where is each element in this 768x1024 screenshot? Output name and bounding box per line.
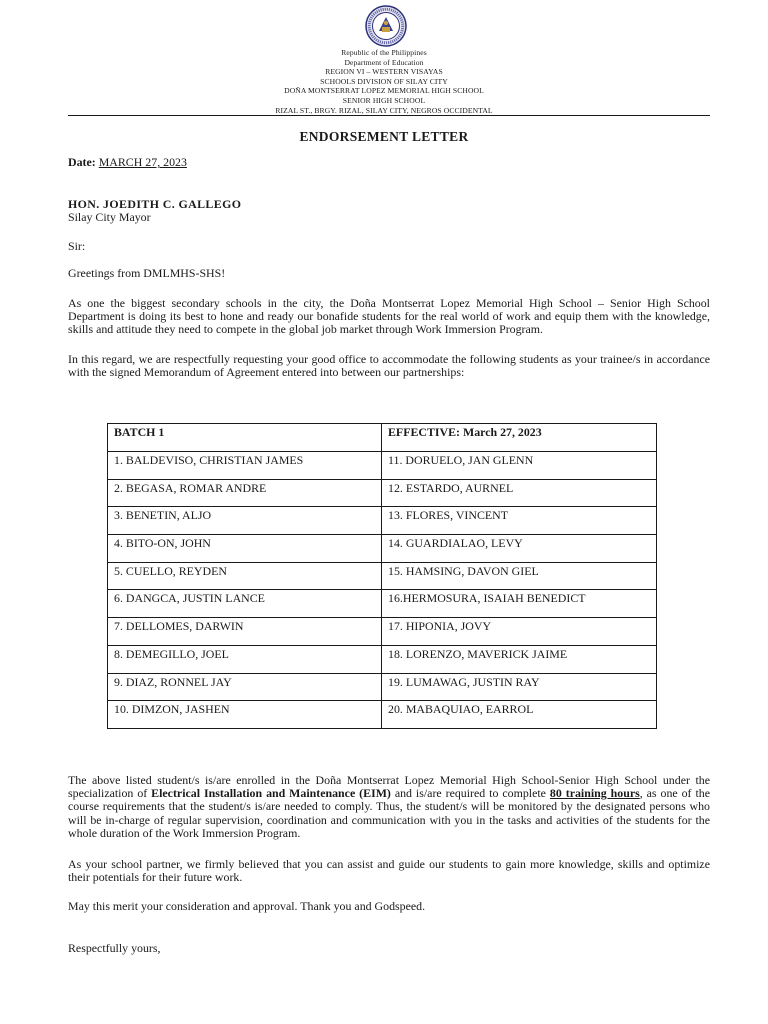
student-cell: 14. GUARDIALAO, LEVY <box>382 535 657 563</box>
table-row <box>108 452 657 480</box>
student-cell: 12. ESTARDO, AURNEL <box>382 479 657 507</box>
student-cell: 3. BENETIN, ALJO <box>108 507 382 535</box>
specialization: Electrical Installation and Maintenance (EIM) <box>151 786 391 801</box>
header-divider <box>68 115 710 116</box>
enrollment-text-2: and is/are required to complete <box>390 786 550 801</box>
table-row <box>108 673 657 701</box>
table-header-effective: EFFECTIVE: March 27, 2023 <box>382 424 657 452</box>
student-cell: 11. DORUELO, JAN GLENN <box>382 452 657 480</box>
paragraph-enrollment <box>68 774 710 840</box>
letterhead-school: DOÑA MONTSERRAT LOPEZ MEMORIAL HIGH SCHOOL <box>284 86 484 96</box>
table-row <box>108 479 657 507</box>
closing: Respectfully yours, <box>68 941 161 955</box>
recipient-block <box>68 198 710 224</box>
paragraph-intro: As one the biggest secondary schools in the city, the Doña Montserrat Lopez Memorial High School – Senior High School Department is doing its best to hone and ready our bonafide students for the real world of work and equip them with the knowledge, skills and attitude they need to compete in the global job market through Work Immersion Program. <box>68 296 710 337</box>
student-cell: 4. BITO-ON, JOHN <box>108 535 382 563</box>
table-row <box>108 618 657 646</box>
student-cell: 2. BEGASA, ROMAR ANDRE <box>108 479 382 507</box>
training-hours: 80 training hours <box>549 786 640 801</box>
table-row <box>108 645 657 673</box>
paragraph-partner: As your school partner, we firmly believed that you can assist and guide our students to gain more knowledge, skills and optimize their potentials for their future work. <box>68 857 710 885</box>
letterhead <box>0 48 768 115</box>
enrollment-text-3: , as one of the course requirements that the student/s is/are needed to comply. Thus, the student/s will be monitored by the designated persons who will be in-charge of regular supervision, coordination and communication with you in the tasks and activities of the students for the whole duration of the Work Immersion Program. <box>68 786 710 840</box>
table-row <box>108 590 657 618</box>
table-row <box>108 701 657 729</box>
student-cell: 8. DEMEGILLO, JOEL <box>108 645 382 673</box>
student-cell: 9. DIAZ, RONNEL JAY <box>108 673 382 701</box>
recipient-name: HON. JOEDITH C. GALLEGO <box>68 197 242 211</box>
letterhead-department: Department of Education <box>344 57 424 67</box>
date-line <box>68 156 710 169</box>
student-cell: 7. DELLOMES, DARWIN <box>108 618 382 646</box>
student-cell: 5. CUELLO, REYDEN <box>108 562 382 590</box>
letterhead-region: REGION VI – WESTERN VISAYAS <box>325 67 443 77</box>
table-header-batch: BATCH 1 <box>108 424 382 452</box>
date-value: MARCH 27, 2023 <box>98 155 187 169</box>
letterhead-shs: SENIOR HIGH SCHOOL <box>342 95 426 105</box>
student-roster-table <box>107 423 657 729</box>
table-row <box>108 562 657 590</box>
enrollment-text-1: The above listed student/s is/are enrolled in the Doña Montserrat Lopez Memorial High School-Senior High School under the specialization of <box>68 773 710 801</box>
student-cell: 10. DIMZON, JASHEN <box>108 701 382 729</box>
greeting: Greetings from DMLMHS-SHS! <box>68 266 226 280</box>
table-row <box>108 535 657 563</box>
salutation: Sir: <box>68 239 86 253</box>
paragraph-request: In this regard, we are respectfully requesting your good office to accommodate the following students as your trainee/s in accordance with the signed Memorandum of Agreement entered into between our partnerships: <box>68 352 710 380</box>
student-cell: 1. BALDEVISO, CHRISTIAN JAMES <box>108 452 382 480</box>
letter-title: ENDORSEMENT LETTER <box>299 129 469 144</box>
letterhead-division: SCHOOLS DIVISION OF SILAY CITY <box>320 76 448 86</box>
student-cell: 20. MABAQUIAO, EARROL <box>382 701 657 729</box>
letterhead-address: RIZAL ST., BRGY. RIZAL, SILAY CITY, NEGROS OCCIDENTAL <box>275 105 493 115</box>
student-cell: 13. FLORES, VINCENT <box>382 507 657 535</box>
student-cell: 17. HIPONIA, JOVY <box>382 618 657 646</box>
letterhead-republic: Republic of the Philippines <box>341 48 427 57</box>
student-cell: 16.HERMOSURA, ISAIAH BENEDICT <box>382 590 657 618</box>
student-cell: 15. HAMSING, DAVON GIEL <box>382 562 657 590</box>
recipient-position: Silay City Mayor <box>68 210 151 225</box>
paragraph-consideration: May this merit your consideration and approval. Thank you and Godspeed. <box>68 899 426 913</box>
deped-seal-icon <box>365 5 407 47</box>
student-cell: 6. DANGCA, JUSTIN LANCE <box>108 590 382 618</box>
table-header-row <box>108 424 657 452</box>
student-cell: 18. LORENZO, MAVERICK JAIME <box>382 645 657 673</box>
student-cell: 19. LUMAWAG, JUSTIN RAY <box>382 673 657 701</box>
table-row <box>108 507 657 535</box>
date-label: Date: <box>68 155 96 169</box>
